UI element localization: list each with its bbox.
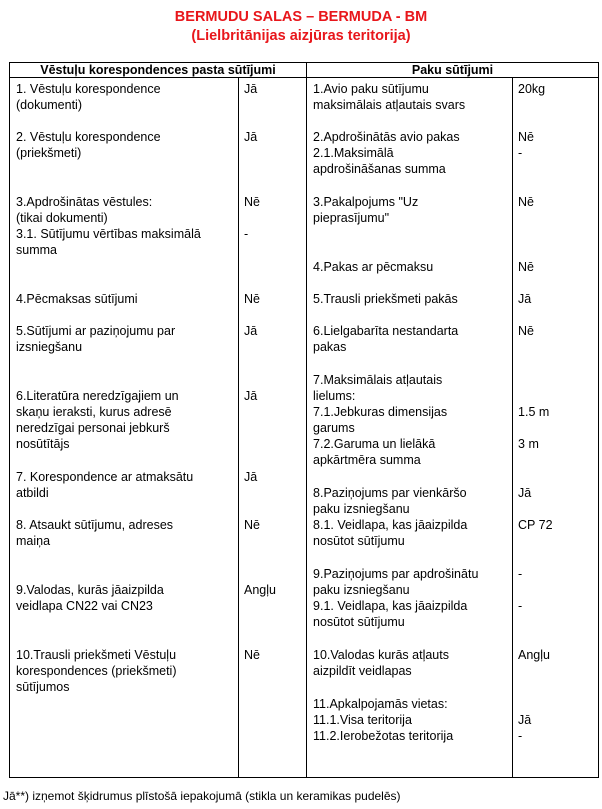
left-label: 7. Korespondence ar atmaksātu atbildi (16, 470, 194, 500)
left-label: 8. Atsaukt sūtījumu, adreses maiņa (16, 518, 174, 548)
right-value: Jā (518, 292, 532, 306)
left-label: 5.Sūtījumi ar paziņojumu par izsniegšanu (16, 324, 176, 354)
right-value: 3 m (518, 437, 539, 451)
right-label: 8.Paziņojums par vienkāršo paku izsniegšanu (313, 486, 467, 516)
right-label: 2.1.Maksimālā apdrošināšanas summa (313, 146, 446, 176)
right-value: Nē (518, 130, 534, 144)
left-label: 1. Vēstuļu korespondence (dokumenti) (16, 82, 161, 112)
right-labels-column (307, 78, 513, 778)
right-label: 5.Trausli priekšmeti pakās (313, 292, 458, 306)
left-value: Nē (244, 195, 260, 209)
right-label: 10.Valodas kurās atļauts aizpildīt veidlapas (313, 648, 449, 678)
left-label: 2. Vēstuļu korespondence (priekšmeti) (16, 130, 161, 160)
left-value: Nē (244, 292, 260, 306)
right-label: 11.1.Visa teritorija (313, 713, 412, 727)
right-value: CP 72 (518, 518, 553, 532)
right-label: 9.Paziņojums par apdrošinātu paku izsniegšanu (313, 567, 479, 597)
right-label: 8.1. Veidlapa, kas jāaizpilda nosūtot sūtījumu (313, 518, 468, 548)
right-label: 7.2.Garuma un lielākā apkārtmēra summa (313, 437, 436, 467)
left-value: Jā (244, 389, 258, 403)
right-label: 7.1.Jebkuras dimensijas garums (313, 405, 448, 435)
left-value: Angļu (244, 583, 276, 597)
left-label: 4.Pēcmaksas sūtījumi (16, 292, 138, 306)
left-label: 3.1. Sūtījumu vērtības maksimālā summa (16, 227, 201, 257)
body-row (10, 78, 599, 778)
header-row (10, 63, 599, 78)
right-value: Nē (518, 324, 534, 338)
header-parcels: Paku sūtījumi (307, 63, 599, 78)
right-label: 3.Pakalpojums "Uz pieprasījumu" (313, 195, 419, 225)
right-value: Nē (518, 195, 534, 209)
right-value: Angļu (518, 648, 550, 662)
right-label: 7.Maksimālais atļautais lielums: (313, 373, 443, 403)
left-value: Jā (244, 470, 258, 484)
services-table (9, 62, 599, 778)
right-label: 11.2.Ierobežotas teritorija (313, 729, 454, 743)
right-value: Nē (518, 260, 534, 274)
header-letter-mail: Vēstuļu korespondences pasta sūtījumi (10, 63, 307, 78)
left-value: Nē (244, 518, 260, 532)
page-title: BERMUDU SALAS – BERMUDA - BM (174, 9, 428, 25)
right-value: 1.5 m (518, 405, 550, 419)
left-label: 6.Literatūra neredzīgajiem un skaņu ieraksti, kurus adresē neredzīgai personai jebkurš nosūtītājs (16, 389, 179, 451)
right-value: Jā (518, 486, 532, 500)
right-value: - (518, 599, 523, 613)
left-value: Jā (244, 82, 258, 96)
page-subtitle: (Lielbritānijas aizjūras teritorija) (191, 28, 411, 44)
left-label: 9.Valodas, kurās jāaizpilda veidlapa CN22 vai CN23 (16, 583, 164, 613)
left-values-column (239, 78, 307, 778)
left-value: Jā (244, 130, 258, 144)
right-label: 11.Apkalpojamās vietas: (313, 697, 448, 711)
left-label: 3.Apdrošinātas vēstules: (tikai dokumenti) (16, 195, 153, 225)
left-value: Nē (244, 648, 260, 662)
left-value: - (244, 227, 249, 241)
right-value: - (518, 567, 523, 581)
left-label: 10.Trausli priekšmeti Vēstuļu korespondences (priekšmeti) sūtījumos (16, 648, 177, 694)
right-label: 2.Apdrošinātās avio pakas (313, 130, 460, 144)
right-label: 6.Lielgabarīta nestandarta pakas (313, 324, 459, 354)
right-value: Jā (518, 713, 532, 727)
left-labels-column (10, 78, 239, 778)
right-values-column (513, 78, 599, 778)
footnote: Jā**) izņemot šķidrumus plīstošā iepakojumā (stikla un keramikas pudelēs) (3, 789, 401, 803)
right-value: 20kg (518, 82, 546, 96)
left-value: Jā (244, 324, 258, 338)
right-value: - (518, 146, 523, 160)
right-label: 4.Pakas ar pēcmaksu (313, 260, 434, 274)
right-value: - (518, 729, 523, 743)
right-label: 9.1. Veidlapa, kas jāaizpilda nosūtot sūtījumu (313, 599, 468, 629)
right-label: 1.Avio paku sūtījumu maksimālais atļautais svars (313, 82, 466, 112)
